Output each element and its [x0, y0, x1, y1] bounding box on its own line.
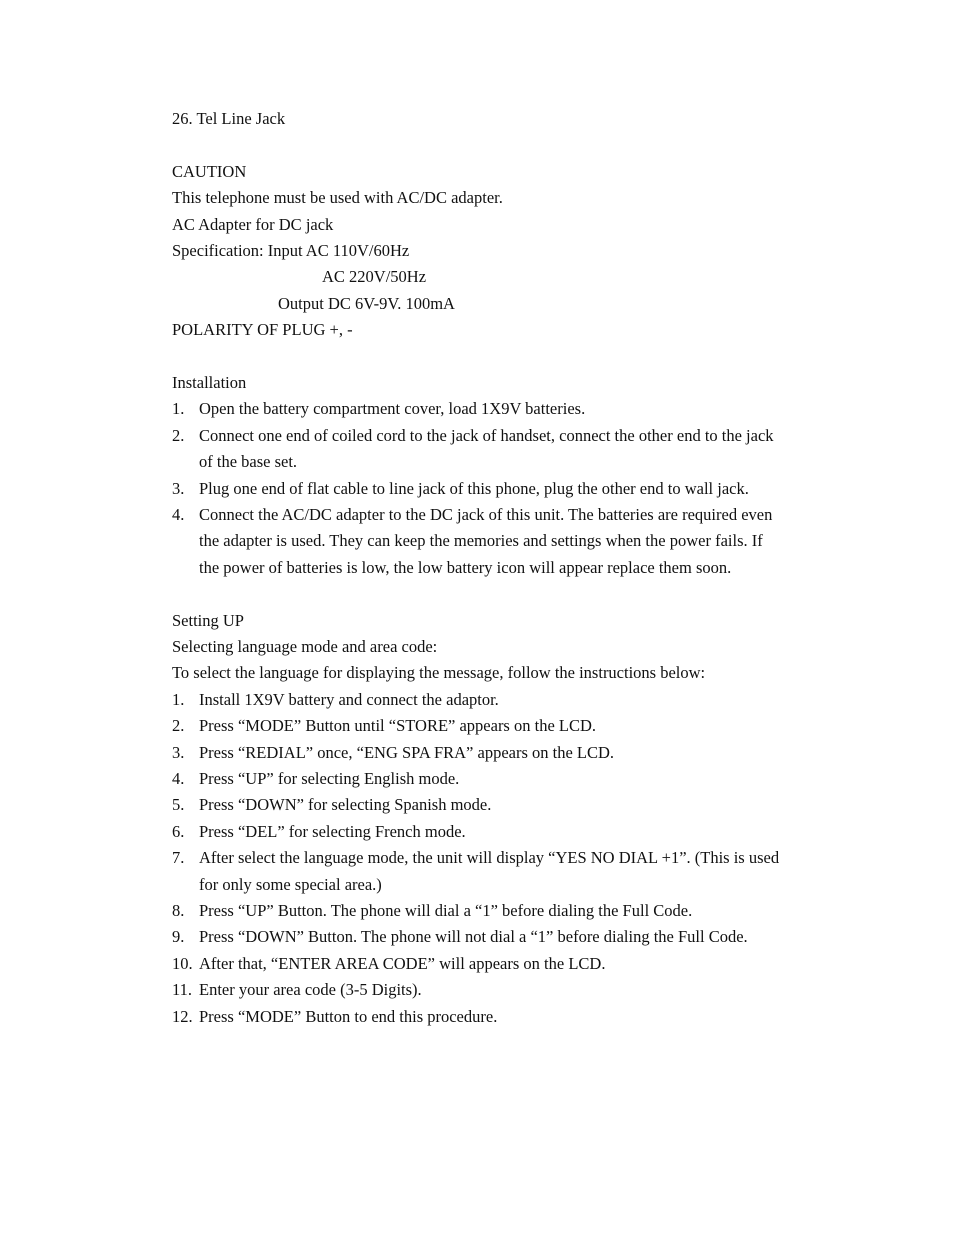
list-item-text: After that, “ENTER AREA CODE” will appears on the LCD. [199, 953, 606, 973]
list-item [172, 951, 784, 977]
list-item-text: After select the language mode, the unit will display “YES NO DIAL +1”. (This is used for only some special area.) [199, 848, 780, 894]
setup-heading: Setting UP [172, 610, 244, 630]
list-item-number: 10. [172, 953, 193, 973]
list-item [172, 713, 784, 739]
list-item-number: 1. [172, 689, 185, 709]
list-item-text: Press “REDIAL” once, “ENG SPA FRA” appears on the LCD. [199, 742, 615, 762]
list-item-text: Plug one end of flat cable to line jack of this phone, plug the other end to wall jack. [199, 478, 749, 498]
setup-subtitle: Selecting language mode and area code: [172, 636, 438, 656]
list-item-number: 12. [172, 1006, 193, 1026]
list-item [172, 687, 784, 713]
list-item-number: 8. [172, 900, 185, 920]
list-item-number: 1. [172, 399, 185, 419]
spec-input: Specification: Input AC 110V/60Hz [172, 240, 410, 260]
caution-line-1: This telephone must be used with AC/DC adapter. [172, 188, 503, 208]
list-item-text: Press “UP” for selecting English mode. [199, 768, 460, 788]
list-item [172, 396, 784, 422]
list-item-text: Install 1X9V battery and connect the adaptor. [199, 689, 499, 709]
list-item [172, 819, 784, 845]
list-item-text: Connect the AC/DC adapter to the DC jack of this unit. The batteries are required even the adapter is used. They can keep the memories and settings when the power fails. If the power of batteries is low, the low battery icon will appear replace them soon. [199, 504, 773, 577]
list-item-text: Enter your area code (3-5 Digits). [199, 980, 422, 1000]
list-item-text: Press “MODE” Button to end this procedure. [199, 1006, 498, 1026]
tel-line-jack-heading: 26. Tel Line Jack [172, 109, 286, 128]
list-item-number: 3. [172, 742, 185, 762]
list-item [172, 423, 784, 476]
list-item [172, 766, 784, 792]
list-item-text: Press “DOWN” for selecting Spanish mode. [199, 795, 492, 815]
list-item-number: 11. [172, 980, 193, 1000]
list-item [172, 740, 784, 766]
document-content [172, 106, 784, 1030]
installation-heading: Installation [172, 372, 247, 392]
caution-line-2: AC Adapter for DC jack [172, 214, 334, 234]
list-item-number: 4. [172, 768, 185, 788]
list-item-text: Press “UP” Button. The phone will dial a “1” before dialing the Full Code. [199, 900, 693, 920]
list-item [172, 476, 784, 502]
polarity-line: POLARITY OF PLUG +, - [172, 320, 353, 340]
list-item-text: Connect one end of coiled cord to the jack of handset, connect the other end to the jack of the base set. [199, 425, 774, 472]
list-item [172, 977, 784, 1003]
list-item [172, 845, 784, 898]
list-item-text: Press “DEL” for selecting French mode. [199, 821, 466, 841]
list-item-number: 9. [172, 927, 185, 947]
list-item-number: 3. [172, 478, 185, 498]
list-item-text: Press “DOWN” Button. The phone will not dial a “1” before dialing the Full Code. [199, 927, 748, 947]
list-item-number: 5. [172, 795, 185, 815]
list-item-number: 6. [172, 821, 185, 841]
list-item-number: 7. [172, 848, 185, 868]
list-item-text: Press “MODE” Button until “STORE” appears on the LCD. [199, 716, 597, 736]
setup-intro: To select the language for displaying the message, follow the instructions below: [172, 663, 706, 683]
list-item-text: Open the battery compartment cover, load 1X9V batteries. [199, 399, 586, 419]
caution-heading: CAUTION [172, 161, 247, 181]
list-item [172, 502, 784, 581]
list-item [172, 924, 784, 950]
list-item-number: 2. [172, 425, 185, 445]
list-item [172, 1004, 784, 1030]
list-item [172, 792, 784, 818]
list-item-number: 4. [172, 504, 185, 524]
spec-input-2: AC 220V/50Hz [322, 267, 427, 287]
spec-output: Output DC 6V-9V. 100mA [278, 293, 455, 313]
list-item-number: 2. [172, 716, 185, 736]
list-item [172, 898, 784, 924]
